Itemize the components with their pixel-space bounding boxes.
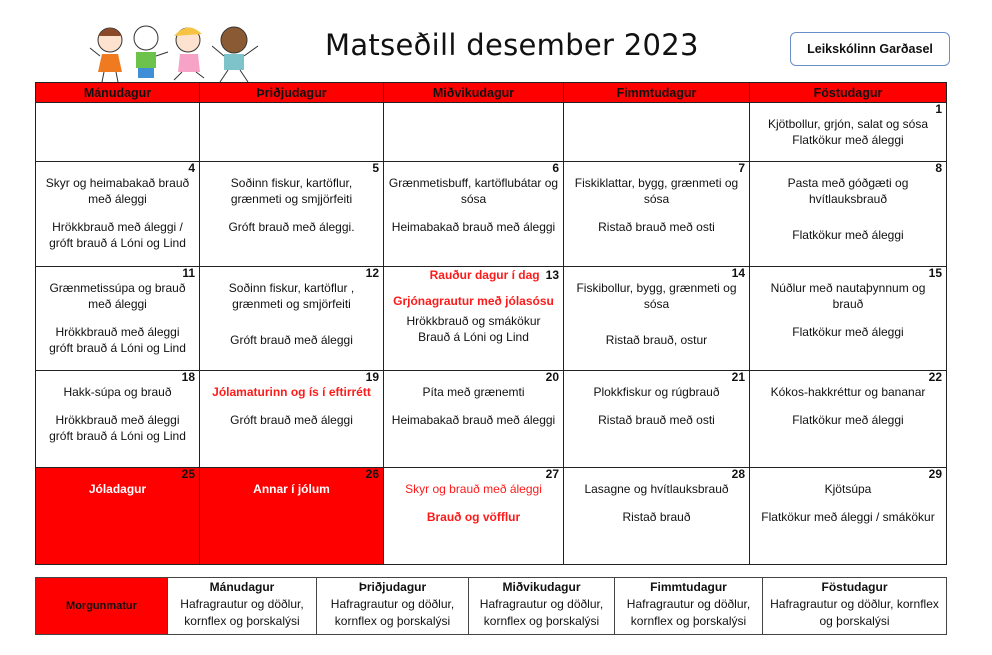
day-cell bbox=[384, 267, 564, 371]
day-number: 1 bbox=[935, 102, 942, 116]
snack-text-2: Brauð á Lóni og Lind bbox=[418, 330, 529, 344]
weekday-header: Mánudagur bbox=[36, 83, 200, 103]
day-number: 7 bbox=[738, 161, 745, 175]
day-number: 14 bbox=[731, 266, 745, 280]
snack-text: Flatkökur með áleggi bbox=[792, 325, 904, 339]
lunch-text: Grjónagrautur með jólasósu bbox=[393, 294, 554, 308]
breakfast-day: Föstudagur bbox=[821, 580, 888, 594]
breakfast-line: kornflex og þorskalýsi bbox=[184, 614, 300, 628]
lunch-text: Lasagne og hvítlauksbrauð bbox=[584, 482, 729, 496]
day-number: 25 bbox=[181, 467, 195, 481]
lunch-text: Pasta með góðgæti og hvítlauksbrauð bbox=[787, 176, 909, 206]
snack-text: Ristað brauð með osti bbox=[598, 413, 715, 427]
snack-text: Flatkökur með áleggi / smákökur bbox=[761, 510, 935, 524]
lunch-text: Skyr og brauð með áleggi bbox=[405, 482, 542, 496]
day-number: 19 bbox=[365, 370, 379, 384]
breakfast-day-cell bbox=[763, 578, 947, 635]
breakfast-day: Þriðjudagur bbox=[358, 580, 427, 594]
day-number: 27 bbox=[545, 467, 559, 481]
day-number: 21 bbox=[731, 370, 745, 384]
snack-text-2: gróft brauð á Lóni og Lind bbox=[49, 341, 186, 355]
breakfast-line: Hafragrautur og döðlur, bbox=[626, 597, 751, 611]
snack-text: Hrökkbrauð með áleggi bbox=[55, 413, 180, 427]
day-cell bbox=[750, 267, 947, 371]
day-number: 15 bbox=[928, 266, 942, 280]
day-cell-empty bbox=[36, 103, 200, 162]
day-number: 28 bbox=[731, 467, 745, 481]
snack-text: Ristað brauð, ostur bbox=[605, 333, 708, 347]
snack-text: Flatkökur með áleggi bbox=[792, 228, 904, 242]
lunch-text: Soðinn fiskur, kartöflur , grænmeti og smjörfeiti bbox=[228, 281, 355, 311]
snack-text: Hrökkbrauð og smákökur bbox=[406, 314, 541, 328]
breakfast-day-cell bbox=[469, 578, 615, 635]
snack-text: Flatkökur með áleggi bbox=[792, 133, 904, 147]
snack-text: Heimabakað brauð með áleggi bbox=[391, 220, 556, 234]
holiday-text: Annar í jólum bbox=[253, 482, 330, 496]
day-number: 4 bbox=[188, 161, 195, 175]
lunch-text: Kjötbollur, grjón, salat og sósa bbox=[767, 117, 929, 131]
lunch-text: Soðinn fiskur, kartöflur, grænmeti og smjjörfeiti bbox=[230, 176, 353, 206]
snack-text: Flatkökur með áleggi bbox=[792, 413, 904, 427]
day-cell-empty bbox=[200, 103, 384, 162]
week-row bbox=[36, 267, 947, 371]
week-row bbox=[36, 371, 947, 468]
snack-text: Heimabakað brauð með áleggi bbox=[391, 413, 556, 427]
breakfast-label: Morgunmatur bbox=[36, 578, 168, 635]
breakfast-line: Hafragrautur og döðlur, bbox=[330, 597, 455, 611]
breakfast-line: kornflex og þorskalýsi bbox=[334, 614, 451, 628]
day-number: 22 bbox=[928, 370, 942, 384]
day-number: 26 bbox=[365, 467, 379, 481]
day-cell-empty bbox=[384, 103, 564, 162]
snack-text: Ristað brauð bbox=[622, 510, 691, 524]
day-number: 12 bbox=[365, 266, 379, 280]
school-name-box bbox=[790, 32, 950, 66]
day-cell bbox=[384, 371, 564, 468]
day-cell-empty bbox=[564, 103, 750, 162]
lunch-calendar-table bbox=[35, 82, 947, 565]
holiday-text: Jóladagur bbox=[88, 482, 147, 496]
day-number: 6 bbox=[552, 161, 559, 175]
lunch-text: Píta með grænemti bbox=[422, 385, 525, 399]
snack-text: Gróft brauð með áleggi bbox=[230, 413, 353, 427]
lunch-text: Fiskibollur, bygg, grænmeti og sósa bbox=[576, 281, 737, 311]
day-cell bbox=[200, 162, 384, 267]
snack-text: Hrökkbrauð með áleggi / gróft brauð á Lóni og Lind bbox=[49, 220, 186, 250]
week-row bbox=[36, 103, 947, 162]
day-cell bbox=[200, 267, 384, 371]
day-number: 5 bbox=[372, 161, 379, 175]
breakfast-line: og þorskalýsi bbox=[819, 614, 890, 628]
day-cell bbox=[564, 468, 750, 565]
day-cell bbox=[750, 468, 947, 565]
lunch-text: Núðlur með nautaþynnum og brauð bbox=[770, 281, 926, 311]
lunch-text: Kjötsúpa bbox=[824, 482, 872, 496]
day-cell bbox=[200, 371, 384, 468]
day-number: 29 bbox=[928, 467, 942, 481]
lunch-text: Grænmetisbuff, kartöflubátar og sósa bbox=[388, 176, 559, 206]
snack-text: Gróft brauð með áleggi bbox=[230, 333, 353, 347]
day-cell bbox=[36, 371, 200, 468]
breakfast-line: Hafragrautur og döðlur, kornflex bbox=[770, 597, 939, 611]
lunch-text: Hakk-súpa og brauð bbox=[63, 385, 172, 399]
breakfast-day-cell bbox=[317, 578, 469, 635]
snack-text: Hrökkbrauð með áleggi bbox=[55, 325, 180, 339]
day-cell bbox=[750, 103, 947, 162]
breakfast-day: Fimmtudagur bbox=[650, 580, 727, 594]
lunch-text: Grænmetissúpa og brauð með áleggi bbox=[49, 281, 186, 311]
day-cell bbox=[750, 162, 947, 267]
day-header bbox=[388, 267, 559, 283]
breakfast-line: Hafragrautur og döðlur, bbox=[180, 597, 304, 611]
day-cell bbox=[564, 371, 750, 468]
weekday-header: Föstudagur bbox=[750, 83, 947, 103]
school-name: Leikskólinn Garðasel bbox=[807, 42, 933, 56]
snack-text-2: gróft brauð á Lóni og Lind bbox=[49, 429, 186, 443]
snack-text: Ristað brauð með osti bbox=[598, 220, 715, 234]
day-number: 11 bbox=[182, 266, 195, 280]
holiday-cell bbox=[36, 468, 200, 565]
holiday-cell bbox=[200, 468, 384, 565]
kids-illustration-icon bbox=[88, 22, 273, 84]
lunch-text: Skyr og heimabakað brauð með áleggi bbox=[45, 176, 190, 206]
weekday-header: Fimmtudagur bbox=[564, 83, 750, 103]
day-number: 20 bbox=[545, 370, 559, 384]
breakfast-day: Mánudagur bbox=[209, 580, 275, 594]
weekday-header: Þriðjudagur bbox=[200, 83, 384, 103]
lunch-text: Kókos-hakkréttur og bananar bbox=[770, 385, 926, 399]
day-cell bbox=[750, 371, 947, 468]
week-row bbox=[36, 162, 947, 267]
breakfast-line: kornflex og þorskalýsi bbox=[630, 614, 747, 628]
day-cell bbox=[564, 267, 750, 371]
day-number: 8 bbox=[935, 161, 942, 175]
day-cell bbox=[564, 162, 750, 267]
breakfast-table bbox=[35, 577, 947, 635]
breakfast-row bbox=[36, 578, 947, 635]
day-cell bbox=[36, 162, 200, 267]
breakfast-day: Miðvikudagur bbox=[502, 580, 581, 594]
day-number: 18 bbox=[181, 370, 195, 384]
day-cell bbox=[384, 162, 564, 267]
page-title: Matseðill desember 2023 bbox=[325, 28, 699, 62]
snack-text: Gróft brauð með áleggi. bbox=[228, 220, 355, 234]
day-cell bbox=[384, 468, 564, 565]
weekday-header: Miðvikudagur bbox=[384, 83, 564, 103]
breakfast-line: kornflex og þorskalýsi bbox=[483, 614, 600, 628]
day-cell bbox=[36, 267, 200, 371]
lunch-text: Fiskiklattar, bygg, grænmeti og sósa bbox=[574, 176, 739, 206]
lunch-text: Jólamaturinn og ís í eftirrétt bbox=[212, 385, 371, 399]
breakfast-day-cell bbox=[168, 578, 317, 635]
snack-text: Brauð og vöfflur bbox=[426, 510, 521, 524]
week-row bbox=[36, 468, 947, 565]
breakfast-line: Hafragrautur og döðlur, bbox=[479, 597, 604, 611]
red-day-note: Rauður dagur í dag bbox=[429, 268, 540, 282]
breakfast-day-cell bbox=[615, 578, 763, 635]
weekday-header-row bbox=[36, 83, 947, 103]
lunch-text: Plokkfiskur og rúgbrauð bbox=[593, 385, 720, 399]
day-number: 13 bbox=[545, 268, 559, 282]
